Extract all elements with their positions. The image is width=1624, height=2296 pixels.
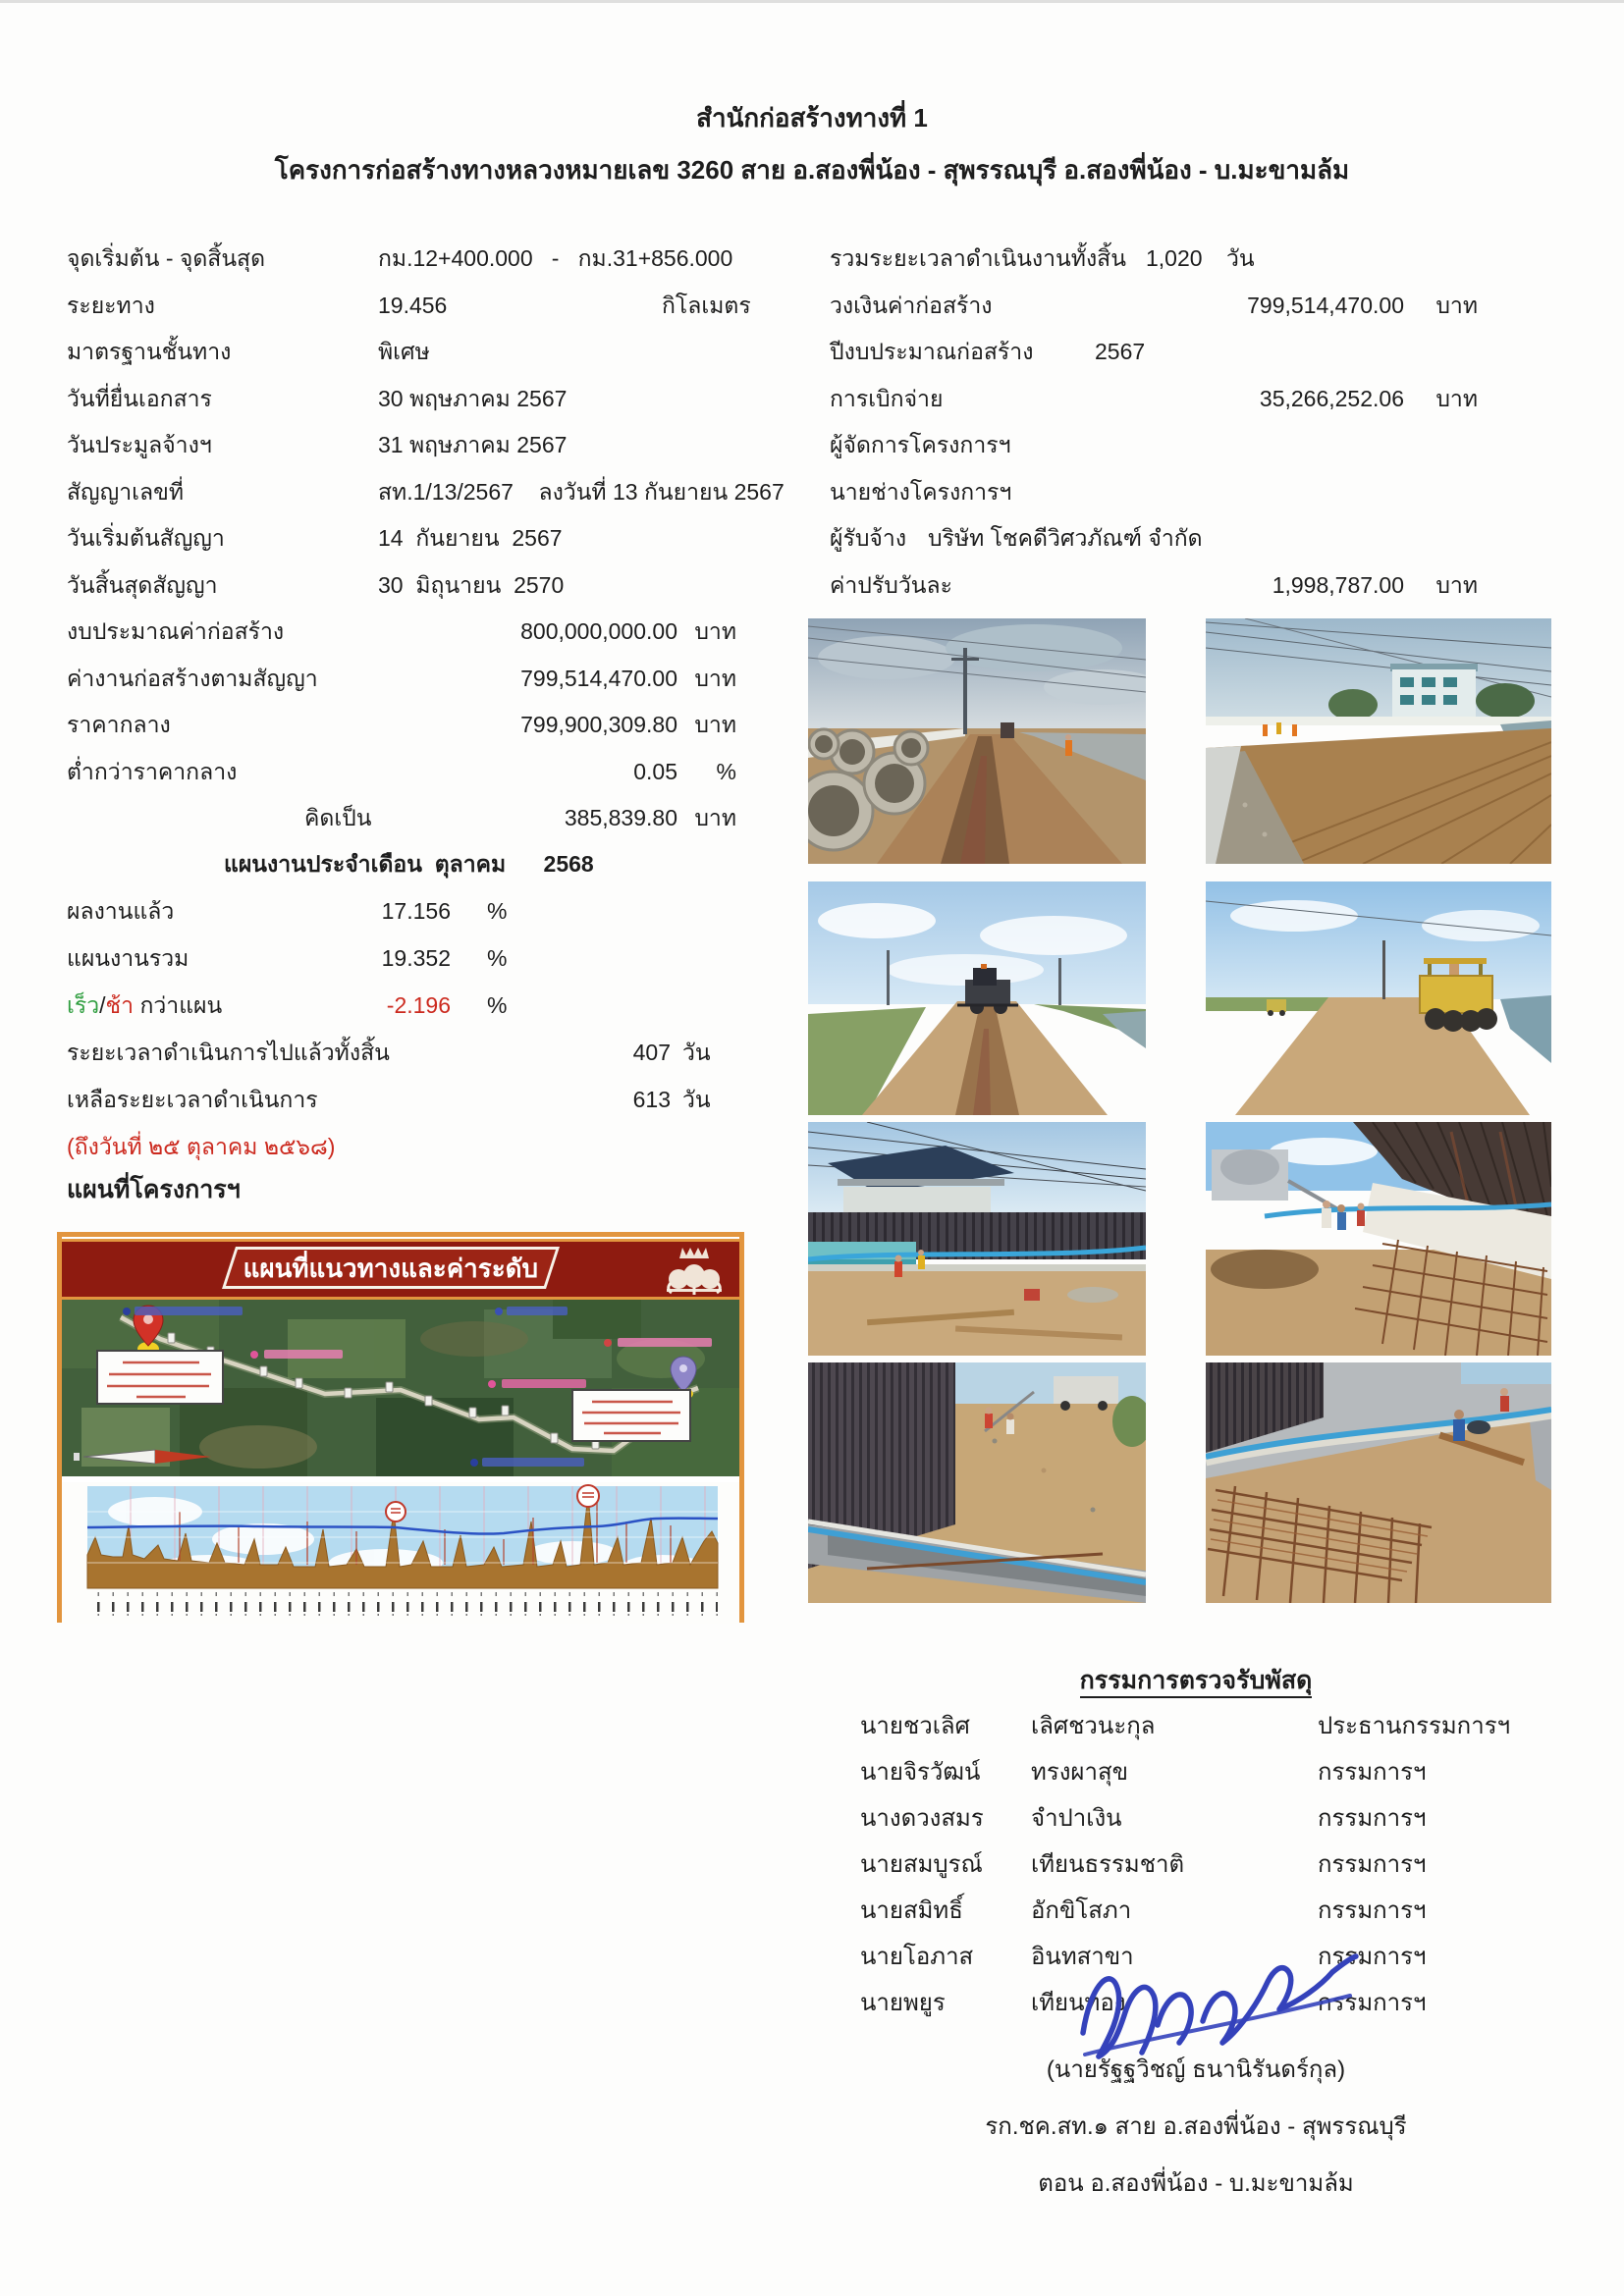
- info-value: 799,900,309.80: [520, 712, 677, 737]
- plan-unit: %: [487, 898, 508, 924]
- plan-asof-note: (ถึงวันที่ ๒๕ ตุลาคม ๒๕๖๘): [67, 1134, 336, 1159]
- elevation-axis-ticks: [70, 1490, 80, 1584]
- plan-unit: วัน: [682, 1040, 711, 1065]
- info-unit: บาท: [1435, 385, 1478, 411]
- route-map-panel: [57, 1232, 744, 1623]
- plan-row: [67, 934, 746, 982]
- map-info-box-start: [97, 1351, 223, 1404]
- plan-unit: %: [487, 992, 508, 1018]
- committee-row: [815, 1842, 1600, 1888]
- plan-value: 613: [632, 1087, 671, 1112]
- info-label: สัญญาเลขที่: [67, 478, 184, 505]
- photo-rebar-wall-workers: [1206, 1122, 1551, 1356]
- info-label: จุดเริ่มต้น - จุดสิ้นสุด: [67, 245, 266, 271]
- info-label: วงเงินค่าก่อสร้าง: [830, 292, 993, 318]
- map-banner-title: แผนที่แนวทางและค่าระดับ: [243, 1254, 539, 1283]
- info-unit: วัน: [1226, 245, 1255, 271]
- info-value: 2567: [1095, 339, 1146, 364]
- member-title-firstname: นายสมิทธิ์: [860, 1897, 963, 1924]
- slash: /: [99, 992, 106, 1018]
- info-label: วันที่ยื่นเอกสาร: [67, 385, 212, 411]
- project-details-left: [67, 236, 785, 842]
- photo-pneumatic-roller: [1206, 881, 1551, 1115]
- slow-word: ช้า: [105, 992, 135, 1018]
- info-row: [67, 702, 746, 749]
- info-unit: บาท: [694, 665, 736, 691]
- member-lastname: จำปาเงิน: [1031, 1805, 1122, 1832]
- info-value: 35,266,252.06: [1259, 385, 1404, 411]
- info-row: [830, 283, 1478, 330]
- info-unit: บาท: [1435, 292, 1478, 318]
- info-label: ปีงบประมาณก่อสร้าง: [830, 339, 1034, 364]
- info-unit: บาท: [694, 712, 736, 737]
- plan-value: 19.352: [381, 945, 451, 971]
- map-banner: [62, 1239, 739, 1300]
- member-lastname: อินทสาขา: [1031, 1944, 1134, 1970]
- member-role: กรรมการฯ: [1318, 1897, 1427, 1924]
- info-row: [67, 283, 751, 330]
- info-label: งบประมาณค่าก่อสร้าง: [67, 618, 285, 644]
- info-label: วันประมูลจ้างฯ: [67, 432, 212, 457]
- member-lastname: เทียนธรรมชาติ: [1031, 1851, 1185, 1878]
- member-title-firstname: นางดวงสมร: [860, 1805, 984, 1832]
- plan-row: [67, 887, 746, 934]
- info-row: [830, 469, 1478, 516]
- scan-edge-artifact: [0, 0, 1624, 3]
- member-role: กรรมการฯ: [1318, 1759, 1427, 1786]
- info-row: [67, 609, 746, 656]
- signer-position-line2: ตอน อ.สองพี่น้อง - บ.มะขามล้ม: [1038, 2170, 1354, 2197]
- plan-label: ระยะเวลาดำเนินการไปแล้วทั้งสิ้น: [67, 1040, 390, 1065]
- project-details-right: [830, 236, 1478, 609]
- photo-motor-grader: [808, 881, 1146, 1115]
- info-label: นายช่างโครงการฯ: [830, 478, 1012, 505]
- monthly-plan-block: [67, 840, 746, 1170]
- photo-drain-channel-blue-pipe: [808, 1362, 1146, 1603]
- info-value: บริษัท โชคดีวิศวภัณฑ์ จำกัด: [928, 525, 1203, 551]
- map-banner-plate: [222, 1247, 560, 1289]
- info-unit: %: [716, 758, 736, 784]
- photo-road-with-concrete-pipes: [808, 618, 1146, 864]
- info-row: [830, 329, 1478, 376]
- member-title-firstname: นายสมบูรณ์: [860, 1851, 983, 1878]
- plan-row-delta: [67, 982, 746, 1029]
- photo-drain-work-house-fence: [808, 1122, 1146, 1356]
- info-unit: กิโลเมตร: [662, 292, 751, 318]
- fast-word: เร็ว: [67, 992, 100, 1018]
- info-value: 30 พฤษภาคม 2567: [378, 385, 568, 411]
- info-value: 799,514,470.00: [520, 665, 677, 691]
- office-title: สำนักก่อสร้างทางที่ 1: [696, 103, 928, 133]
- info-row: [67, 795, 746, 842]
- info-value: 799,514,470.00: [1247, 292, 1404, 318]
- than-plan-word: กว่าแผน: [134, 992, 223, 1018]
- plan-label: แผนงานรวม: [67, 945, 189, 971]
- committee-row: [815, 1703, 1600, 1749]
- map-info-box-end: [572, 1390, 690, 1441]
- info-row: [67, 562, 746, 610]
- info-value: 30 มิถุนายน 2570: [378, 571, 565, 598]
- committee-row: [815, 1888, 1600, 1934]
- info-label: การเบิกจ่าย: [830, 385, 944, 411]
- info-label: รวมระยะเวลาดำเนินงานทั้งสิ้น: [830, 245, 1126, 271]
- signer-position-line1: รก.ชค.สท.๑ สาย อ.สองพี่น้อง - สุพรรณบุรี: [985, 2113, 1407, 2140]
- info-value: 800,000,000.00: [520, 618, 677, 644]
- info-label: คิดเป็น: [304, 805, 372, 830]
- member-role: กรรมการฯ: [1318, 1990, 1427, 2016]
- info-value: 31 พฤษภาคม 2567: [378, 432, 568, 457]
- info-value: 385,839.80: [564, 805, 677, 830]
- project-title: โครงการก่อสร้างทางหลวงหมายเลข 3260 สาย อ.สองพี่น้อง - สุพรรณบุรี อ.สองพี่น้อง - บ.มะขามล้ม: [274, 155, 1350, 185]
- info-label: ค่าปรับวันละ: [830, 571, 952, 598]
- member-lastname: เทียนทอง: [1031, 1990, 1126, 2016]
- member-role: กรรมการฯ: [1318, 1805, 1427, 1832]
- satellite-route-map: [62, 1300, 739, 1476]
- info-row: [67, 236, 746, 283]
- info-row: [67, 376, 746, 423]
- plan-unit: วัน: [682, 1087, 711, 1112]
- info-row: [67, 329, 746, 376]
- info-row: [830, 422, 1478, 469]
- member-lastname: ทรงผาสุข: [1031, 1759, 1129, 1786]
- info-label: ระยะทาง: [67, 292, 155, 318]
- info-label: ราคากลาง: [67, 712, 171, 737]
- plan-label: ผลงานแล้ว: [67, 898, 175, 924]
- info-unit: บาท: [694, 618, 736, 644]
- doh-elephant-emblem: [655, 1244, 733, 1297]
- plan-value: 17.156: [381, 898, 451, 924]
- member-title-firstname: นายโอภาส: [860, 1944, 974, 1970]
- info-row: [830, 515, 1478, 562]
- info-label: ผู้จัดการโครงการฯ: [830, 432, 1011, 457]
- member-lastname: อักขิโสภา: [1031, 1897, 1132, 1924]
- info-unit: บาท: [694, 805, 736, 830]
- elevation-profile-chart: [62, 1482, 739, 1624]
- member-lastname: เลิศชวนะกุล: [1031, 1713, 1156, 1739]
- info-row: [830, 562, 1478, 610]
- plan-label: เหลือระยะเวลาดำเนินการ: [67, 1087, 318, 1112]
- member-role: กรรมการฯ: [1318, 1944, 1427, 1970]
- photo-rebar-cage-closeup: [1206, 1362, 1551, 1603]
- plan-value: -2.196: [386, 992, 451, 1018]
- plan-unit: %: [487, 945, 508, 971]
- info-row: [67, 656, 746, 703]
- info-label: มาตรฐานชั้นทาง: [67, 339, 232, 364]
- photo-embankment-and-building: [1206, 618, 1551, 864]
- info-row: [830, 376, 1478, 423]
- info-row: [67, 749, 746, 796]
- monthly-plan-title: แผนงานประจำเดือน ตุลาคม 2568: [224, 851, 594, 877]
- plan-row: [67, 1029, 746, 1076]
- member-title-firstname: นายพยูร: [860, 1990, 946, 2016]
- info-value: 1,020: [1146, 245, 1203, 271]
- info-row: [67, 422, 746, 469]
- info-label: วันสิ้นสุดสัญญา: [67, 571, 218, 598]
- committee-row: [815, 1795, 1600, 1842]
- plan-row: [67, 1076, 746, 1123]
- signer-name: (นายรัฐฐวิชญ์ ธนานิรันดร์กุล): [1046, 2056, 1346, 2083]
- info-label: ผู้รับจ้าง: [830, 525, 907, 551]
- member-role: ประธานกรรมการฯ: [1318, 1713, 1511, 1739]
- committee-row: [815, 1749, 1600, 1795]
- committee-heading: [803, 1661, 1589, 1700]
- info-label: ค่างานก่อสร้างตามสัญญา: [67, 665, 318, 691]
- info-label: วันเริ่มต้นสัญญา: [67, 525, 225, 551]
- info-value: 1,998,787.00: [1272, 571, 1404, 598]
- info-value: 19.456: [378, 292, 448, 318]
- info-value: กม.12+400.000 - กม.31+856.000: [378, 245, 733, 271]
- info-value: 0.05: [633, 758, 677, 784]
- info-row: [830, 236, 1478, 283]
- station-tick-labels: [87, 1592, 718, 1616]
- info-value: 14 กันยายน 2567: [378, 525, 563, 551]
- info-unit: บาท: [1435, 571, 1478, 598]
- info-value: สท.1/13/2567 ลงวันที่ 13 กันยายน 2567: [378, 478, 785, 505]
- member-role: กรรมการฯ: [1318, 1851, 1427, 1878]
- plan-value: 407: [632, 1040, 671, 1065]
- member-title-firstname: นายจิรวัฒน์: [860, 1759, 981, 1786]
- info-value: พิเศษ: [378, 339, 430, 364]
- info-label: ต่ำกว่าราคากลาง: [67, 758, 238, 784]
- info-row: [67, 515, 746, 562]
- info-row: [67, 469, 785, 516]
- plan-label: [67, 982, 222, 1029]
- map-section-heading: แผนที่โครงการฯ: [67, 1176, 241, 1203]
- member-title-firstname: นายชวเลิศ: [860, 1713, 970, 1739]
- committee-heading-text: กรรมการตรวจรับพัสดุ: [1080, 1667, 1313, 1698]
